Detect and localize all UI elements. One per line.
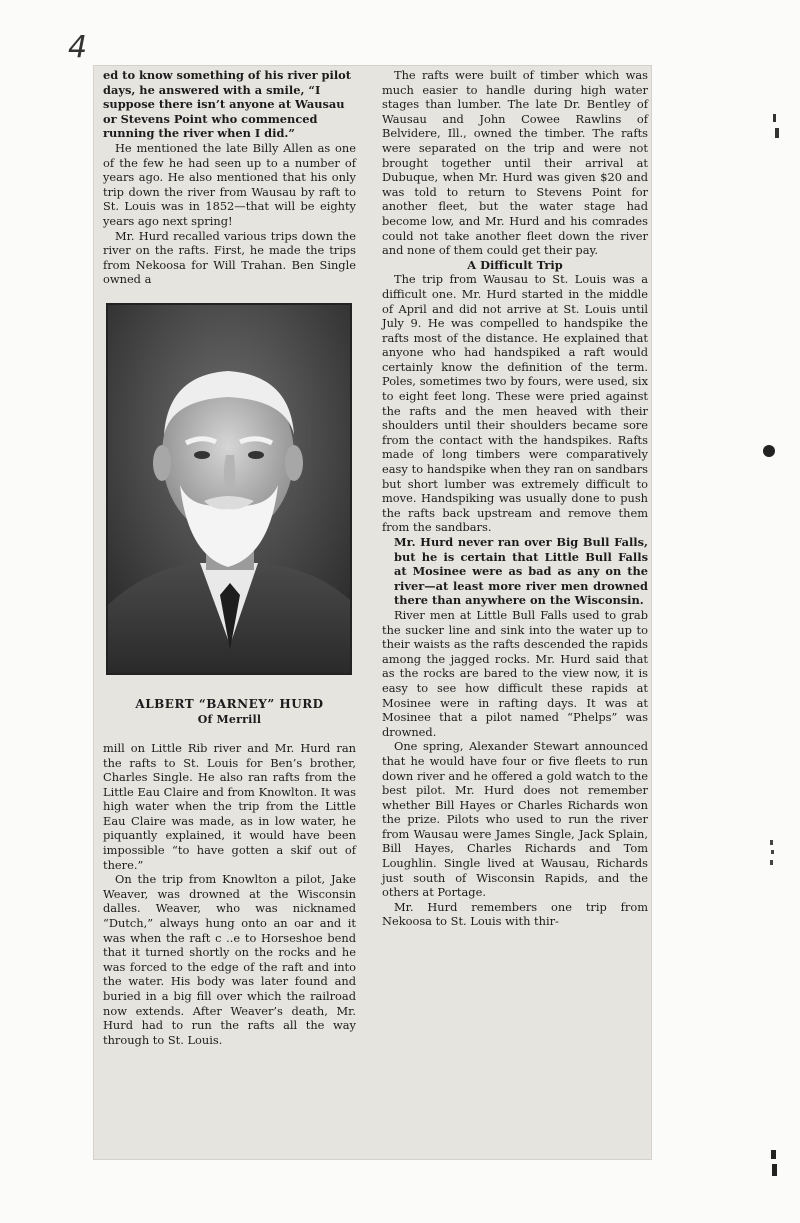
margin-mark (768, 112, 784, 142)
paragraph: The trip from Wausau to St. Louis was a difficult one. Mr. Hurd started in the middle of April and did not arrive at St. Louis until July 9. He was compelled to handspike the rafts most of the distance. He explained that anyone who had handspiked a raft would certainly know the definition of the term. Poles, sometimes two by fours, were used, six to eight feet long. These were pried against the rafts and the men heaved with their shoulders until their shoulders became sore from the contact with the handspikes. Rafts made of long timbers were comparatively easy to handspike when they ran on sandbars but short lumber was extremely difficult to move. Handspiking was usually done to push the rafts back upstream and remove them from the sandbars. (382, 272, 648, 535)
intro-paragraph: ed to know something of his river pilot days, he answered with a smile, “I suppose there isn’t anyone at Wausau or Stevens Point who commenced running the river when I did.” (103, 68, 352, 141)
photo-caption-name: ALBERT “BARNEY” HURD (135, 696, 324, 711)
subheading: A Difficult Trip (467, 257, 563, 272)
paragraph: Mr. Hurd recalled various trips down the river on the rafts. First, he made the trips from Nekoosa for Will Trahan. Ben Single owned a (103, 228, 356, 287)
bold-pull-paragraph (382, 535, 648, 608)
photo-caption (103, 697, 356, 727)
paragraph: On the trip from Knowlton a pilot, Jake Weaver, was drowned at the Wisconsin dalles. Weaver, who was nicknamed “Dutch,” always hung onto an oar and it was when the raft c ..e to Horseshoe bend that it turned shortly on the rocks and he was forced to the edge of the raft and into the water. His body was later found and buried in a big fill over which the railroad now extends. After Weaver’s death, Mr. Hurd had to run the rafts all the way through to St. Louis. (103, 872, 356, 1047)
margin-mark (766, 1148, 782, 1188)
paragraph: mill on Little Rib river and Mr. Hurd ran the rafts to St. Louis for Ben’s brother, Charles Single. He also ran rafts from the Little Eau Claire and from Knowlton. It was high water when the trip from the Little Eau Claire was made, as in low water, he piquantly explained, it would have been impossible “to have gotten a skif out of there.” (103, 740, 356, 872)
margin-mark (766, 838, 778, 868)
page-number: 4 (68, 30, 88, 65)
pull-paragraph-text: Mr. Hurd never ran over Big Bull Falls, but he is certain that Little Bull Falls at Mosinee were as bad as any on the river—at least more river men drowned there than anywhere on the Wisconsin. (394, 535, 648, 608)
paragraph: River men at Little Bull Falls used to grab the sucker line and sink into the water up to their waists as the rafts descended the rapids among the jagged rocks. Mr. Hurd said that as the rocks are bared to the view now, it is easy to see how difficult these rapids at Mosinee were in rafting days. It was at Mosinee that a pilot named “Phelps” was drowned. (382, 607, 648, 739)
photo-caption-location: Of Merrill (197, 712, 262, 726)
paragraph: He mentioned the late Billy Allen as one of the few he had seen up to a number of years ago. He also mentioned that his only trip down the river from Wausau by raft to St. Louis was in 1852—that will be eighty years ago next spring! (103, 140, 356, 228)
paragraph: The rafts were built of timber which was much easier to handle during high water stages than lumber. The late Dr. Bentley of Wausau and John Cowee Rawlins of Belvidere, Ill., owned the timber. The rafts were separated on the trip and were not brought together until their arrival at Dubuque, when Mr. Hurd was given $20 and was told to return to Stevens Point for another fleet, but the water stage had become low, and Mr. Hurd and his comrades could not take another fleet down the river and none of them could get their pay. (382, 68, 648, 258)
portrait-photo (106, 303, 352, 675)
paragraph: One spring, Alexander Stewart announced that he would have four or five fleets to run down river and he offered a gold watch to the best pilot. Mr. Hurd does not remember whether Bill Hayes or Charles Richards won the prize. Pilots who used to run the river from Wausau were James Single, Jack Splain, Bill Hayes, Charles Richards and Tom Loughlin. Single lived at Wausau, Richards just south of Wisconsin Rapids, and the others at Portage. (382, 739, 648, 900)
margin-mark (760, 440, 778, 462)
paragraph: Mr. Hurd remembers one trip from Nekoosa to St. Louis with thir- (382, 899, 648, 929)
right-column (382, 68, 648, 929)
left-column (103, 68, 356, 1047)
